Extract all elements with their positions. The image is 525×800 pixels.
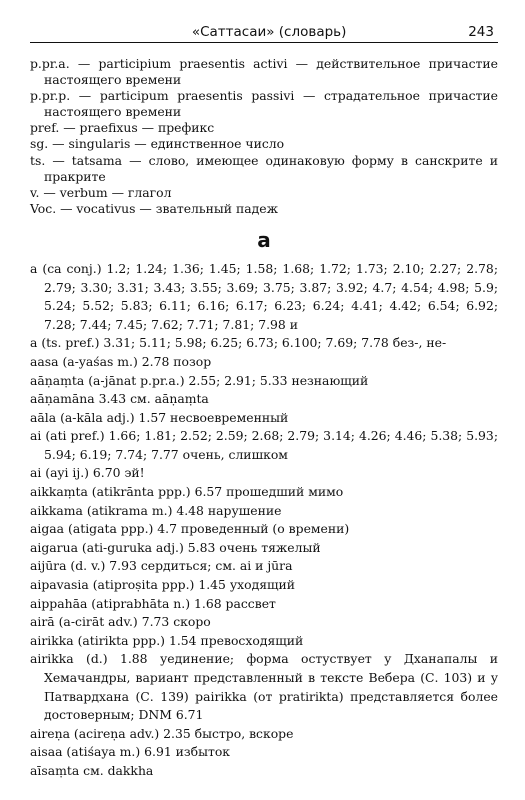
dictionary-entry: aigaa (atigata ppp.) 4.7 проведенный (о времени) — [30, 521, 350, 537]
abbreviation-item: v. — verbum — глагол — [30, 184, 172, 200]
dictionary-entry: airikka (d.) 1.88 уединение; форма остуствует у Дханапалы и Хемачандры, вариант представленный в тексте Вебера (С. 103) и у Патвардхана (С. 139) pairikka (от pratirikta) представляется более достоверным; DNM 6.71 — [30, 651, 498, 723]
dictionary-entry: aikkama (atikrama m.) 4.48 нарушение — [30, 502, 282, 518]
abbreviation-item: Voc. — vocativus — звательный падеж — [30, 200, 278, 216]
page-number: 243 — [468, 24, 494, 40]
dictionary-entry: aipavasia (atiproṣita ppp.) 1.45 уходящий — [30, 577, 296, 593]
dictionary-entry: a (ca conj.) 1.2; 1.24; 1.36; 1.45; 1.58; 1.68; 1.72; 1.73; 2.10; 2.27; 2.78; 2.79; 3.30; 3.31; 3.43; 3.55; 3.69; 3.75; 3.87; 3.92; 4.7; 4.54; 4.98; 5.9; 5.24; 5.52; 5.83; 6.11; 6.16; 6.17; 6.23; 6.24; 4.41; 4.42; 6.54; 6.92; 7.28; 7.44; 7.45; 7.62; 7.71; 7.81; 7.98 и — [30, 260, 498, 332]
dictionary-entry: aāṇaṃta (a-jānat p.pr.a.) 2.55; 2.91; 5.33 незнающий — [30, 372, 369, 388]
abbreviation-item: sg. — singularis — единственное число — [30, 136, 285, 152]
dictionary-entry: aigarua (ati-guruka adj.) 5.83 очень тяжелый — [30, 539, 321, 555]
dictionary-entry: aippahāa (atiprabhāta n.) 1.68 рассвет — [30, 595, 276, 611]
dictionary-entry: aāla (a-kāla adj.) 1.57 несвоевременный — [30, 409, 289, 425]
section-letter: a — [257, 227, 271, 252]
abbreviation-list — [30, 56, 498, 217]
dictionary-entry: aisaa (atiśaya m.) 6.91 избыток — [30, 744, 231, 760]
abbreviation-item: ts. — tatsama — слово, имеющее одинаковую форму в санскрите и пракрите — [30, 152, 498, 184]
dictionary-entry: ai (ayi ij.) 6.70 эй! — [30, 465, 145, 481]
abbreviation-item: p.pr.a. — participium praesentis activi — действительное причастие настоящего времени — [30, 56, 498, 88]
page-header — [30, 22, 498, 43]
dictionary-entry: airā (a-cirāt adv.) 7.73 скоро — [30, 614, 211, 630]
dictionary-entry: ai (ati pref.) 1.66; 1.81; 2.52; 2.59; 2.68; 2.79; 3.14; 4.26; 4.46; 5.38; 5.93; 5.94; 6.19; 7.74; 7.77 очень, слишком — [30, 428, 498, 462]
abbreviation-item: p.pr.p. — participum praesentis passivi — страдательное причастие настоящего времени — [30, 88, 498, 120]
dictionary-entry: a (ts. pref.) 3.31; 5.11; 5.98; 6.25; 6.73; 6.100; 7.69; 7.78 без-, не- — [30, 335, 447, 351]
abbreviation-item: pref. — praefixus — префикс — [30, 120, 215, 136]
dictionary-entry: aireṇa (acireṇa adv.) 2.35 быстро, вскоре — [30, 725, 294, 741]
dictionary-entry: aikkaṃta (atikrānta ppp.) 6.57 прошедший мимо — [30, 484, 344, 500]
dictionary-entry: aijūra (d. v.) 7.93 сердиться; см. ai и jūra — [30, 558, 293, 574]
running-title: «Саттасаи» (словарь) — [191, 24, 347, 40]
dictionary-entry: airikka (atirikta ppp.) 1.54 превосходящий — [30, 632, 304, 648]
dictionary-entry: aasa (a-yaśas m.) 2.78 позор — [30, 353, 212, 369]
dictionary-entry: aāṇamāna 3.43 см. aāṇaṃta — [30, 391, 209, 407]
dictionary-entry: aīsaṃta см. dakkha — [30, 762, 154, 778]
entry-list — [30, 260, 498, 781]
